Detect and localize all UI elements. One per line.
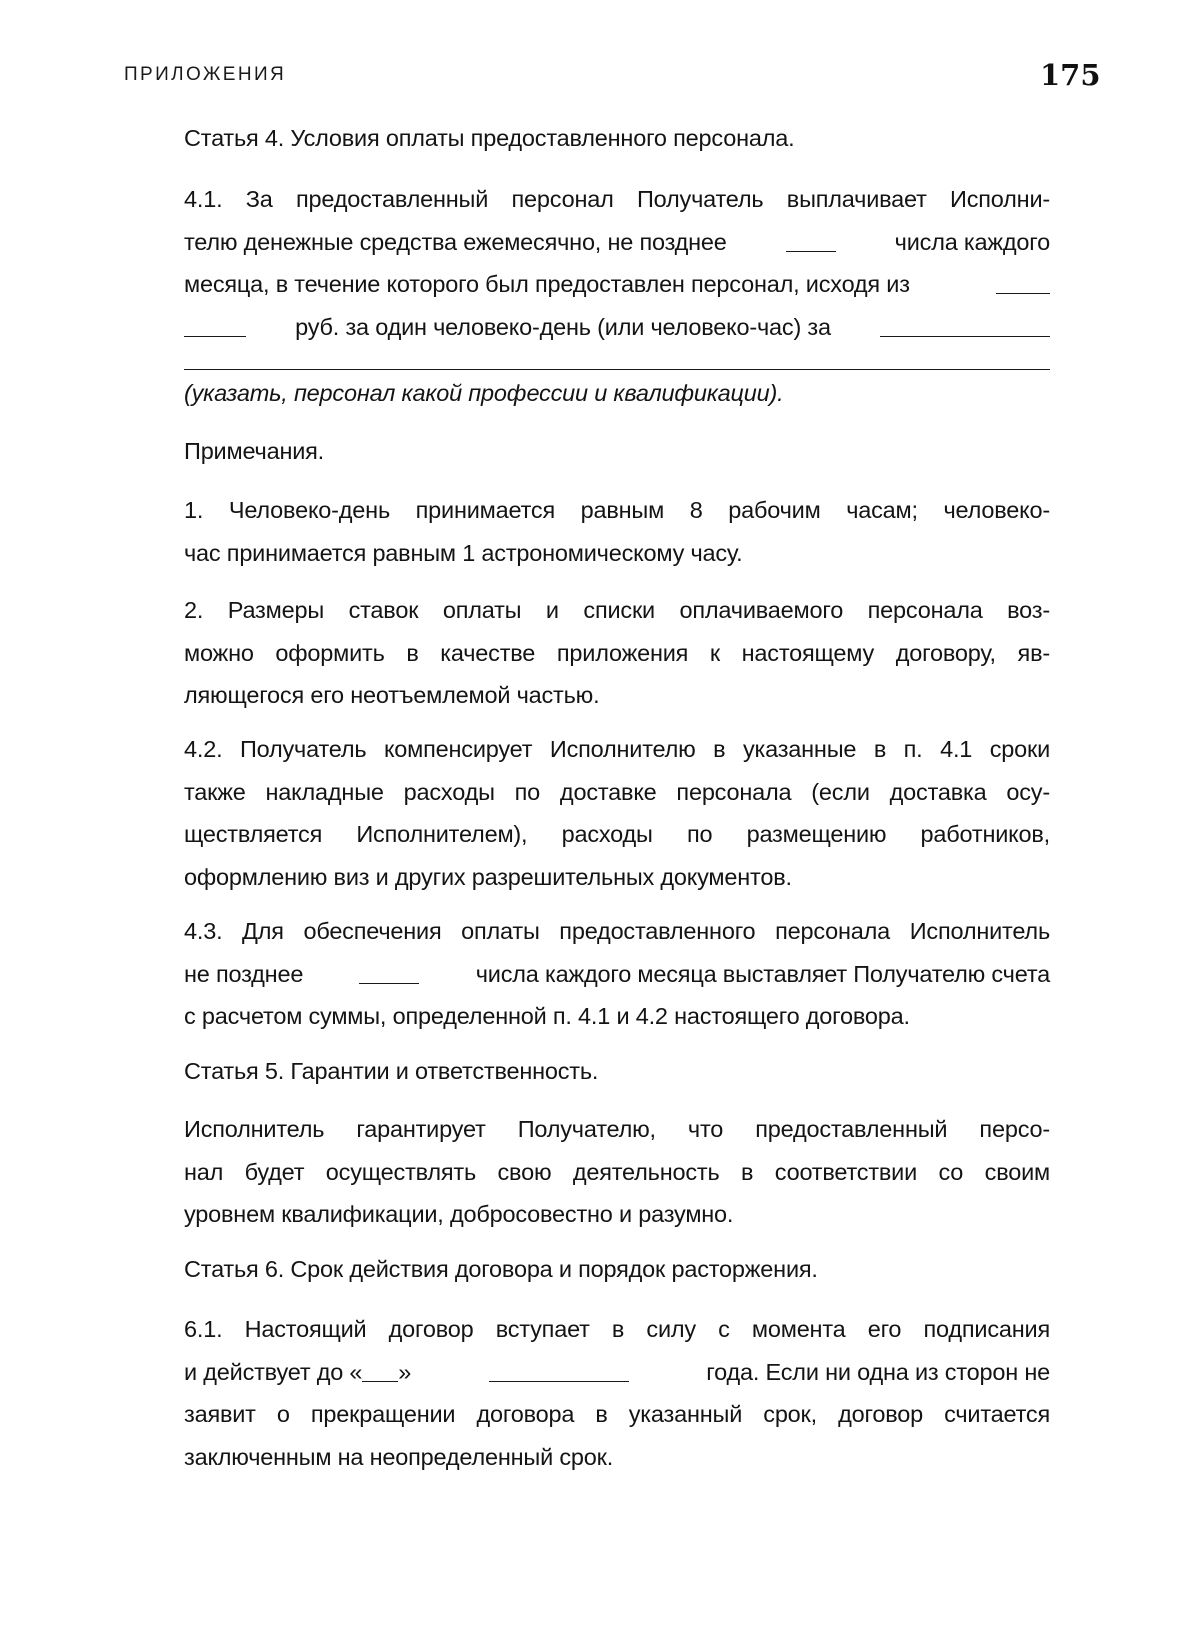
blank-day-field[interactable]: [786, 227, 836, 252]
note-1: 1. Человеко-день принимается равным 8 рабочим часам; человеко- час принимается равным 1 астрономическому часу.: [184, 497, 1050, 566]
running-header: ПРИЛОЖЕНИЯ: [124, 64, 287, 85]
blank-date-month-field[interactable]: [489, 1357, 629, 1382]
clause-4-1-line-4: руб. за один человеко-день (или человеко-час) за: [184, 306, 1050, 349]
clause-6-1: 6.1. Настоящий договор вступает в силу с момента его подписания и действует до « » года. Если ни одна из сторон не заявит о прекращении договора в указанный срок, договор считается заключенным на неопределенный срок.: [184, 1316, 1050, 1470]
blank-invoice-day-field[interactable]: [359, 959, 419, 984]
clause-4-1-line-3: месяца, в течение которого был предоставлен персонал, исходя из: [184, 263, 1050, 306]
article-4-heading: Статья 4. Условия оплаты предоставленного персонала.: [184, 125, 795, 151]
blank-profession-line[interactable]: [184, 369, 1050, 370]
note-2: 2. Размеры ставок оплаты и списки оплачиваемого персонала воз- можно оформить в качестве приложения к настоящему договору, яв- ляющегося его неотъемлемой частью.: [184, 597, 1050, 708]
blank-date-day-field[interactable]: [362, 1357, 398, 1382]
article-6-heading: Статья 6. Срок действия договора и порядок расторжения.: [184, 1256, 818, 1282]
blank-rate-field-part-2[interactable]: [184, 312, 246, 337]
notes-heading: Примечания.: [184, 438, 325, 464]
page-number: 175: [1040, 58, 1101, 92]
clause-4-1-line-1: 4.1. За предоставленный персонал Получатель выплачивает Исполни-: [184, 186, 1050, 212]
article-5-text: Исполнитель гарантирует Получателю, что предоставленный персо- нал будет осуществлять свою деятельность в соответствии со своим уровнем квалификации, добросовестно и разумно.: [184, 1116, 1050, 1227]
blank-profession-field[interactable]: [880, 312, 1050, 337]
clause-4-1-line-2: телю денежные средства ежемесячно, не позднее числа каждого: [184, 228, 1050, 255]
clause-4-3: 4.3. Для обеспечения оплаты предоставленного персонала Исполнитель не позднее числа каждого месяца выставляет Получателю счета с расчетом суммы, определенной п. 4.1 и 4.2 настоящего договора.: [184, 918, 1050, 1029]
clause-4-1-note: (указать, персонал какой профессии и квалификации).: [184, 380, 784, 406]
blank-rate-field-part-1[interactable]: [996, 270, 1050, 295]
clause-4-1: [184, 178, 1050, 348]
clause-4-2: 4.2. Получатель компенсирует Исполнителю в указанные в п. 4.1 сроки также накладные расходы по доставке персонала (если доставка осу- ществляется Исполнителем), расходы по размещению работников, оформлению виз и других разрешительных документов.: [184, 736, 1050, 890]
article-5-heading: Статья 5. Гарантии и ответственность.: [184, 1058, 599, 1084]
